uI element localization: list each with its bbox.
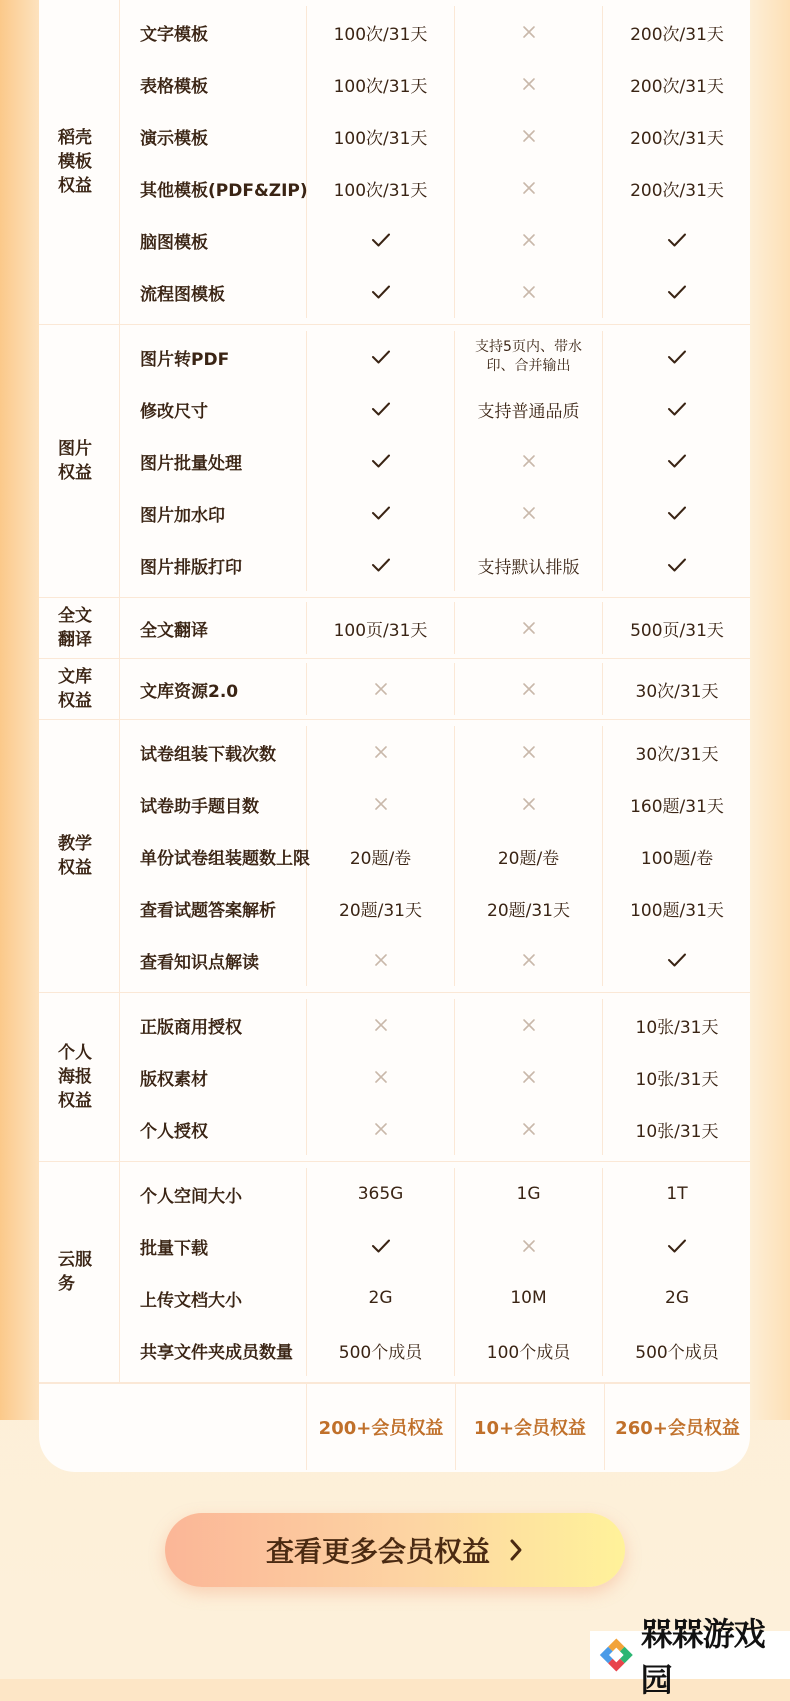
check-icon bbox=[603, 266, 750, 318]
cross-icon bbox=[307, 726, 455, 778]
cell-value: 10张/31天 bbox=[635, 1121, 719, 1142]
cross-icon bbox=[307, 999, 455, 1051]
row-label: 批量下载 bbox=[120, 1220, 307, 1272]
row-label: 版权素材 bbox=[120, 1051, 307, 1103]
row-label: 查看知识点解读 bbox=[120, 934, 307, 986]
cell-value: 10M bbox=[455, 1272, 603, 1324]
summary-blank-cell bbox=[39, 1384, 307, 1470]
check-icon bbox=[307, 1220, 455, 1272]
row-label: 正版商用授权 bbox=[120, 999, 307, 1051]
cross-icon bbox=[307, 1051, 455, 1103]
check-icon bbox=[603, 934, 750, 986]
section-category-label: 云服务 bbox=[58, 1250, 92, 1294]
chevron-right-icon bbox=[508, 1538, 524, 1562]
row-label: 全文翻译 bbox=[120, 602, 307, 654]
row-label: 试卷组装下载次数 bbox=[120, 726, 307, 778]
check-icon bbox=[307, 331, 455, 383]
cell-value: 100次/31天 bbox=[307, 6, 455, 58]
cell-value: 200次/31天 bbox=[630, 180, 724, 201]
table-row bbox=[120, 6, 750, 58]
cross-icon bbox=[455, 487, 603, 539]
cross-icon bbox=[455, 435, 603, 487]
cross-icon bbox=[455, 58, 603, 110]
cell-value: 2G bbox=[307, 1272, 455, 1324]
check-icon bbox=[603, 435, 750, 487]
cell-value: 30次/31天 bbox=[635, 744, 719, 765]
page-background-left bbox=[0, 0, 40, 1420]
cell-value: 20题/31天 bbox=[455, 882, 603, 934]
cross-icon bbox=[455, 663, 603, 715]
cross-icon bbox=[307, 663, 455, 715]
colorful-diamond-logo-icon bbox=[598, 1636, 635, 1674]
benefit-section bbox=[39, 598, 750, 659]
row-label: 修改尺寸 bbox=[120, 383, 307, 435]
cross-icon bbox=[455, 726, 603, 778]
cell-value: 20题/卷 bbox=[307, 830, 455, 882]
tier-benefit-count: 260+会员权益 bbox=[615, 1418, 740, 1439]
benefit-section bbox=[39, 659, 750, 720]
cta-label: 查看更多会员权益 bbox=[265, 1535, 490, 1568]
row-label: 演示模板 bbox=[120, 110, 307, 162]
cell-value: 500个成员 bbox=[307, 1324, 455, 1376]
row-label: 文字模板 bbox=[120, 6, 307, 58]
table-row bbox=[120, 487, 750, 539]
check-icon bbox=[603, 1220, 750, 1272]
section-category bbox=[39, 598, 120, 658]
cell-value: 30次/31天 bbox=[635, 681, 719, 702]
row-label: 个人空间大小 bbox=[120, 1168, 307, 1220]
cell-value: 1T bbox=[666, 1184, 688, 1204]
cell-value: 365G bbox=[307, 1168, 455, 1220]
cell-value: 支持默认排版 bbox=[455, 539, 603, 591]
section-category-label: 个人海报权益 bbox=[58, 1043, 92, 1111]
section-category bbox=[39, 0, 120, 324]
row-label: 其他模板(PDF&ZIP) bbox=[120, 162, 307, 214]
cross-icon bbox=[455, 266, 603, 318]
cell-value: 支持普通品质 bbox=[455, 383, 603, 435]
cell-value: 2G bbox=[665, 1288, 689, 1308]
benefits-table bbox=[39, 0, 750, 1470]
cross-icon bbox=[455, 214, 603, 266]
row-label: 个人授权 bbox=[120, 1103, 307, 1155]
page-background-right bbox=[750, 0, 790, 1420]
table-row bbox=[120, 1168, 750, 1220]
table-row bbox=[120, 1324, 750, 1376]
section-category bbox=[39, 720, 120, 992]
benefit-section bbox=[39, 325, 750, 598]
row-label: 流程图模板 bbox=[120, 266, 307, 318]
cell-value: 10张/31天 bbox=[635, 1069, 719, 1090]
table-row bbox=[120, 999, 750, 1051]
table-row bbox=[120, 1103, 750, 1155]
table-row bbox=[120, 539, 750, 591]
row-label: 文库资源2.0 bbox=[120, 663, 307, 715]
cross-icon bbox=[307, 778, 455, 830]
cell-value: 100个成员 bbox=[455, 1324, 603, 1376]
check-icon bbox=[603, 487, 750, 539]
summary-row bbox=[39, 1383, 750, 1470]
section-category-label: 全文翻译 bbox=[58, 606, 92, 650]
table-row bbox=[120, 266, 750, 318]
row-label: 上传文档大小 bbox=[120, 1272, 307, 1324]
cross-icon bbox=[455, 1220, 603, 1272]
row-label: 图片加水印 bbox=[120, 487, 307, 539]
section-category bbox=[39, 659, 120, 719]
cross-icon bbox=[455, 162, 603, 214]
table-row bbox=[120, 331, 750, 383]
check-icon bbox=[307, 266, 455, 318]
cell-value: 10张/31天 bbox=[635, 1017, 719, 1038]
cross-icon bbox=[307, 1103, 455, 1155]
cell-value: 100页/31天 bbox=[307, 602, 455, 654]
cell-value: 20题/31天 bbox=[307, 882, 455, 934]
cell-value: 100次/31天 bbox=[307, 162, 455, 214]
table-row bbox=[120, 726, 750, 778]
table-row bbox=[120, 1220, 750, 1272]
table-row bbox=[120, 110, 750, 162]
table-row bbox=[120, 435, 750, 487]
cross-icon bbox=[455, 602, 603, 654]
row-label: 脑图模板 bbox=[120, 214, 307, 266]
row-label: 共享文件夹成员数量 bbox=[120, 1324, 307, 1376]
cell-value: 100题/卷 bbox=[640, 848, 714, 869]
check-icon bbox=[307, 214, 455, 266]
section-category bbox=[39, 325, 120, 597]
table-row bbox=[120, 58, 750, 110]
row-label: 图片排版打印 bbox=[120, 539, 307, 591]
table-row bbox=[120, 830, 750, 882]
cell-value: 1G bbox=[455, 1168, 603, 1220]
row-label: 试卷助手题目数 bbox=[120, 778, 307, 830]
cell-value: 160题/31天 bbox=[630, 796, 724, 817]
benefit-section bbox=[39, 0, 750, 325]
row-label: 图片转PDF bbox=[120, 331, 307, 383]
check-icon bbox=[307, 487, 455, 539]
section-category-label: 文库权益 bbox=[58, 667, 92, 711]
row-label: 单份试卷组装题数上限 bbox=[120, 830, 307, 882]
row-label: 表格模板 bbox=[120, 58, 307, 110]
row-label: 图片批量处理 bbox=[120, 435, 307, 487]
check-icon bbox=[307, 435, 455, 487]
cross-icon bbox=[455, 999, 603, 1051]
benefit-section bbox=[39, 720, 750, 993]
view-more-benefits-button[interactable] bbox=[165, 1513, 625, 1587]
watermark-text: 槑槑游戏园 bbox=[640, 1615, 765, 1699]
check-icon bbox=[603, 331, 750, 383]
cross-icon bbox=[455, 1103, 603, 1155]
table-row bbox=[120, 383, 750, 435]
section-category-label: 稻壳模板权益 bbox=[58, 128, 92, 196]
cell-value: 100次/31天 bbox=[307, 58, 455, 110]
tier-benefit-count: 10+会员权益 bbox=[456, 1384, 605, 1470]
cell-value: 100次/31天 bbox=[307, 110, 455, 162]
section-category-label: 教学权益 bbox=[58, 834, 92, 878]
check-icon bbox=[603, 214, 750, 266]
cell-value: 支持5页内、带水印、合并输出 bbox=[455, 331, 603, 383]
table-row bbox=[120, 1272, 750, 1324]
cell-value: 500个成员 bbox=[635, 1342, 719, 1363]
cross-icon bbox=[455, 6, 603, 58]
cell-value: 20题/卷 bbox=[455, 830, 603, 882]
section-category-label: 图片权益 bbox=[58, 439, 92, 483]
check-icon bbox=[603, 383, 750, 435]
tier-benefit-count: 200+会员权益 bbox=[307, 1384, 456, 1470]
benefits-comparison-card bbox=[39, 0, 750, 1472]
check-icon bbox=[603, 539, 750, 591]
table-row bbox=[120, 602, 750, 654]
table-row bbox=[120, 214, 750, 266]
table-row bbox=[120, 934, 750, 986]
table-row bbox=[120, 162, 750, 214]
watermark-logo bbox=[590, 1615, 790, 1699]
section-category bbox=[39, 993, 120, 1161]
table-row bbox=[120, 1051, 750, 1103]
cell-value: 200次/31天 bbox=[630, 128, 724, 149]
cross-icon bbox=[455, 110, 603, 162]
cross-icon bbox=[307, 934, 455, 986]
benefit-section bbox=[39, 1162, 750, 1383]
check-icon bbox=[307, 383, 455, 435]
cell-value: 200次/31天 bbox=[630, 24, 724, 45]
cell-value: 500页/31天 bbox=[630, 620, 724, 641]
table-row bbox=[120, 663, 750, 715]
table-row bbox=[120, 778, 750, 830]
cross-icon bbox=[455, 934, 603, 986]
benefit-section bbox=[39, 993, 750, 1162]
section-category bbox=[39, 1162, 120, 1382]
table-row bbox=[120, 882, 750, 934]
check-icon bbox=[307, 539, 455, 591]
cell-value: 100题/31天 bbox=[630, 900, 724, 921]
cross-icon bbox=[455, 778, 603, 830]
cross-icon bbox=[455, 1051, 603, 1103]
row-label: 查看试题答案解析 bbox=[120, 882, 307, 934]
cell-value: 200次/31天 bbox=[630, 76, 724, 97]
